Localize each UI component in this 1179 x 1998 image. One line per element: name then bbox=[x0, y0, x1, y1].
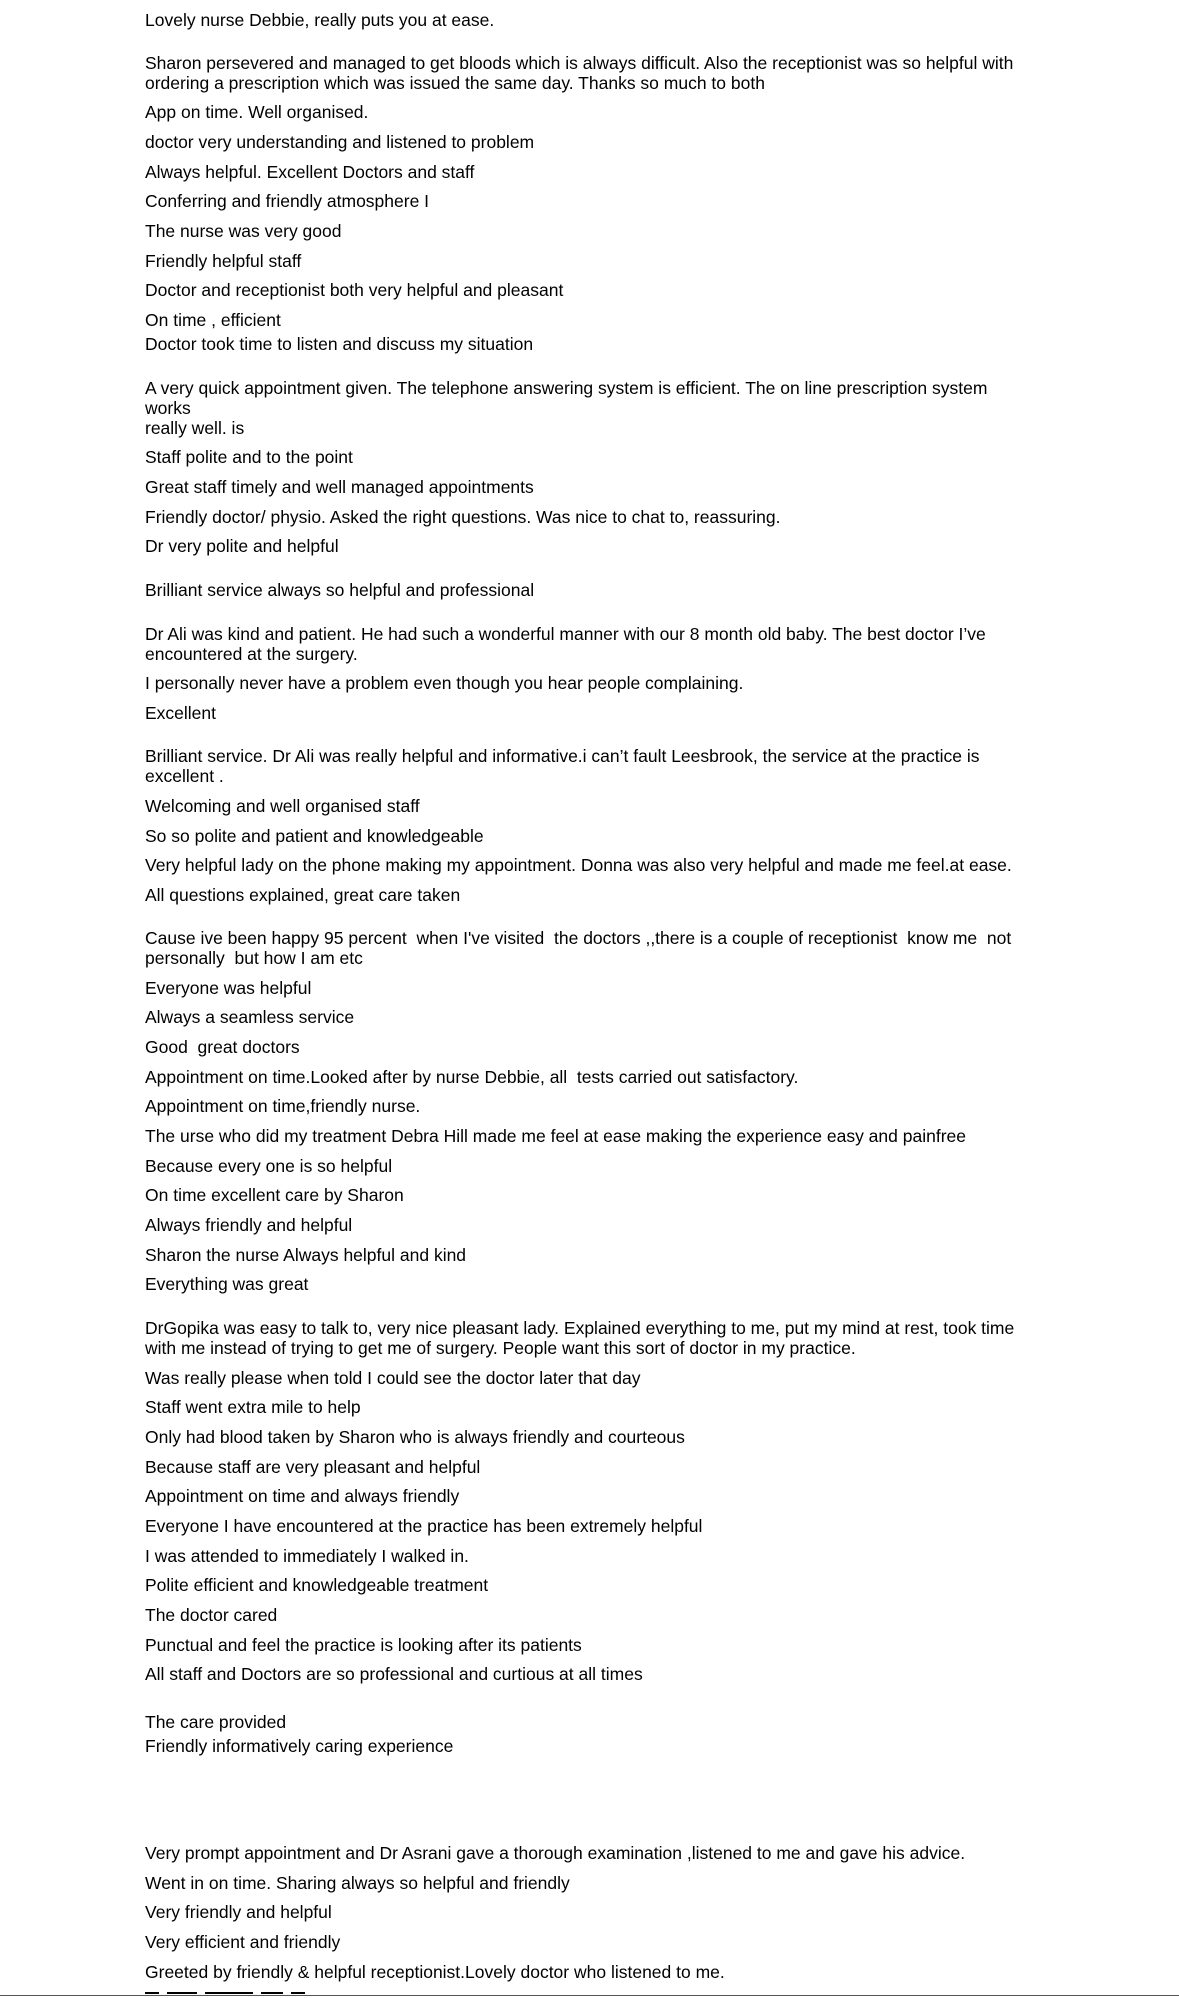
comment-line: Sharon persevered and managed to get bloods which is always difficult. Also the receptionist was so helpful with bbox=[145, 53, 1014, 73]
comment-line: Everyone I have encountered at the practice has been extremely helpful bbox=[145, 1516, 703, 1536]
comment-line: Appointment on time,friendly nurse. bbox=[145, 1096, 421, 1116]
text-fragment-stroke bbox=[205, 1992, 253, 1994]
comment-line: Went in on time. Sharing always so helpful and friendly bbox=[145, 1873, 570, 1893]
comment-line: Welcoming and well organised staff bbox=[145, 796, 420, 816]
comment-line: Conferring and friendly atmosphere I bbox=[145, 191, 430, 211]
comment-line: Brilliant service always so helpful and professional bbox=[145, 580, 535, 600]
comment-line: A very quick appointment given. The telephone answering system is efficient. The on line prescription system bbox=[145, 378, 988, 398]
comment-line: really well. is bbox=[145, 418, 245, 438]
comment-line: Appointment on time and always friendly bbox=[145, 1486, 460, 1506]
comment-line: DrGopika was easy to talk to, very nice pleasant lady. Explained everything to me, put my mind at rest, took time bbox=[145, 1318, 1015, 1338]
comment-line: Excellent bbox=[145, 703, 217, 723]
comment-line: Great staff timely and well managed appointments bbox=[145, 477, 534, 497]
comment-line: personally but how I am etc bbox=[145, 948, 363, 968]
comment-line: Appointment on time.Looked after by nurse Debbie, all tests carried out satisfactory. bbox=[145, 1067, 799, 1087]
comment-line: with me instead of trying to get me of surgery. People want this sort of doctor in my practice. bbox=[145, 1338, 856, 1358]
comment-line: All questions explained, great care taken bbox=[145, 885, 461, 905]
comment-line: Dr Ali was kind and patient. He had such a wonderful manner with our 8 month old baby. The best doctor I’ve bbox=[145, 624, 986, 644]
text-fragment-stroke bbox=[291, 1992, 305, 1994]
comment-line: The urse who did my treatment Debra Hill made me feel at ease making the experience easy and painfree bbox=[145, 1126, 966, 1146]
comment-line: App on time. Well organised. bbox=[145, 102, 369, 122]
comment-line: excellent . bbox=[145, 766, 224, 786]
comment-line: Greeted by friendly & helpful receptionist.Lovely doctor who listened to me. bbox=[145, 1962, 725, 1982]
comment-line: All staff and Doctors are so professional and curtious at all times bbox=[145, 1664, 643, 1684]
comment-line: Doctor took time to listen and discuss my situation bbox=[145, 334, 534, 354]
comment-line: On time , efficient bbox=[145, 310, 281, 330]
comment-line: works bbox=[145, 398, 191, 418]
comment-line: So so polite and patient and knowledgeable bbox=[145, 826, 484, 846]
comment-line: Sharon the nurse Always helpful and kind bbox=[145, 1245, 467, 1265]
comment-line: Only had blood taken by Sharon who is always friendly and courteous bbox=[145, 1427, 685, 1447]
comment-line: ordering a prescription which was issued the same day. Thanks so much to both bbox=[145, 73, 765, 93]
comment-line: Doctor and receptionist both very helpful and pleasant bbox=[145, 280, 564, 300]
comment-line: Very friendly and helpful bbox=[145, 1902, 332, 1922]
comment-line: Good great doctors bbox=[145, 1037, 300, 1057]
comment-line: Everyone was helpful bbox=[145, 978, 312, 998]
text-fragment-stroke bbox=[145, 1992, 159, 1994]
comment-line: Was really please when told I could see the doctor later that day bbox=[145, 1368, 641, 1388]
page-bottom-edge bbox=[0, 1995, 1179, 1996]
comment-line: Very prompt appointment and Dr Asrani gave a thorough examination ,listened to me and gave his advice. bbox=[145, 1843, 966, 1863]
comment-line: Very efficient and friendly bbox=[145, 1932, 341, 1952]
comment-line: Always helpful. Excellent Doctors and staff bbox=[145, 162, 475, 182]
comment-line: Staff polite and to the point bbox=[145, 447, 353, 467]
text-fragment-stroke bbox=[261, 1992, 283, 1994]
comment-line: Very helpful lady on the phone making my appointment. Donna was also very helpful and made me feel.at ease. bbox=[145, 855, 1012, 875]
comment-line: Cause ive been happy 95 percent when I've visited the doctors ,,there is a couple of receptionist know me not bbox=[145, 928, 1012, 948]
comment-line: Dr very polite and helpful bbox=[145, 536, 339, 556]
comment-line: Staff went extra mile to help bbox=[145, 1397, 361, 1417]
comment-line: Always friendly and helpful bbox=[145, 1215, 353, 1235]
comment-line: Always a seamless service bbox=[145, 1007, 355, 1027]
comment-line: Brilliant service. Dr Ali was really helpful and informative.i can’t fault Leesbrook, the service at the practice is bbox=[145, 746, 980, 766]
comment-line: Polite efficient and knowledgeable treatment bbox=[145, 1575, 489, 1595]
comment-line: On time excellent care by Sharon bbox=[145, 1185, 404, 1205]
comment-line: I was attended to immediately I walked in. bbox=[145, 1546, 469, 1566]
comment-line: Friendly doctor/ physio. Asked the right questions. Was nice to chat to, reassuring. bbox=[145, 507, 781, 527]
comment-line: The doctor cared bbox=[145, 1605, 278, 1625]
comment-line: Friendly helpful staff bbox=[145, 251, 302, 271]
comment-line: Lovely nurse Debbie, really puts you at ease. bbox=[145, 10, 495, 30]
comment-line: Everything was great bbox=[145, 1274, 309, 1294]
comment-line: Punctual and feel the practice is looking after its patients bbox=[145, 1635, 582, 1655]
comment-line: Because staff are very pleasant and helpful bbox=[145, 1457, 481, 1477]
comment-line: Friendly informatively caring experience bbox=[145, 1736, 454, 1756]
comment-line: I personally never have a problem even though you hear people complaining. bbox=[145, 673, 744, 693]
comment-line: encountered at the surgery. bbox=[145, 644, 358, 664]
comment-line: doctor very understanding and listened to problem bbox=[145, 132, 535, 152]
comment-line: The nurse was very good bbox=[145, 221, 342, 241]
comment-line: The care provided bbox=[145, 1712, 287, 1732]
comment-line: Because every one is so helpful bbox=[145, 1156, 393, 1176]
text-fragment-stroke bbox=[167, 1992, 197, 1994]
